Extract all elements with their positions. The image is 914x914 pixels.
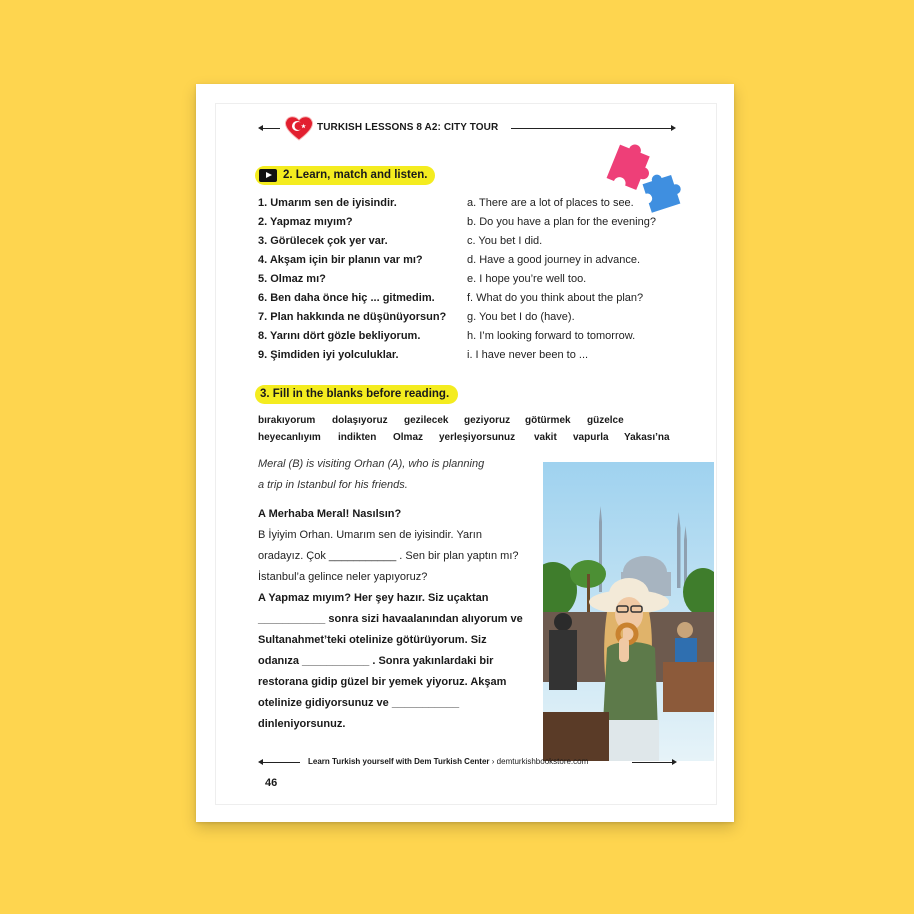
- match-answer: e. I hope you’re well too.: [467, 273, 587, 285]
- match-question: 1. Umarım sen de iyisindir.: [258, 197, 397, 209]
- section-2-heading: [255, 166, 435, 185]
- header-rule-left: [262, 128, 280, 129]
- match-question: 4. Akşam için bir planın var mı?: [258, 254, 423, 266]
- dialogue-line: Sultanahmet’teki otelinize götürüyorum. Siz: [258, 634, 487, 646]
- match-question: 9. Şimdiden iyi yolculuklar.: [258, 349, 399, 361]
- dialogue-line: B İyiyim Orhan. Umarım sen de iyisindir. Yarın: [258, 529, 482, 541]
- match-question: 6. Ben daha önce hiç ... gitmedim.: [258, 292, 435, 304]
- match-answer: d. Have a good journey in advance.: [467, 254, 641, 266]
- page-title: TURKISH LESSONS 8 A2: CITY TOUR: [317, 122, 499, 133]
- header-arrow-right-icon: [671, 125, 676, 131]
- dialogue-line: oradayız. Çok ___________ . Sen bir plan yaptın mı?: [258, 550, 519, 562]
- section-2-heading-text: 2. Learn, match and listen.: [283, 169, 428, 181]
- word-bank-item: dolaşıyoruz: [332, 415, 388, 426]
- match-question: 5. Olmaz mı?: [258, 273, 326, 285]
- word-bank-item: götürmek: [525, 415, 571, 426]
- dialogue-line: İstanbul’a gelince neler yapıyoruz?: [258, 571, 428, 583]
- match-answer: f. What do you think about the plan?: [467, 292, 644, 304]
- reading-intro-line: Meral (B) is visiting Orhan (A), who is planning: [258, 458, 485, 470]
- word-bank-item: geziyoruz: [464, 415, 511, 426]
- dialogue-line: otelinize gidiyorsunuz ve ___________: [258, 697, 460, 709]
- word-bank-item: Olmaz: [393, 432, 424, 443]
- turkish-flag-heart-icon: [284, 115, 314, 141]
- match-question: 2. Yapmaz mıyım?: [258, 216, 353, 228]
- match-question: 8. Yarını dört gözle bekliyorum.: [258, 330, 421, 342]
- match-answer: a. There are a lot of places to see.: [467, 197, 634, 209]
- match-question: 3. Görülecek çok yer var.: [258, 235, 388, 247]
- footer-rule-left: [262, 762, 300, 763]
- dialogue-line: A Yapmaz mıyım? Her şey hazır. Siz uçaktan: [258, 592, 489, 604]
- section-3-heading: [255, 385, 458, 404]
- istanbul-photo: [543, 462, 714, 761]
- dialogue-line: dinleniyorsunuz.: [258, 718, 346, 730]
- video-play-icon[interactable]: [259, 169, 277, 182]
- dialogue-line: ___________ sonra sizi havaalanından alıyorum ve: [258, 613, 523, 625]
- footer-credit: [308, 757, 588, 766]
- dialogue-line: A Merhaba Meral! Nasılsın?: [258, 508, 402, 520]
- word-bank-item: güzelce: [587, 415, 624, 426]
- header-rule-right: [511, 128, 671, 129]
- match-question: 7. Plan hakkında ne düşünüyorsun?: [258, 311, 447, 323]
- match-answer: b. Do you have a plan for the evening?: [467, 216, 656, 228]
- word-bank-item: vapurla: [573, 432, 609, 443]
- match-answer: g. You bet I do (have).: [467, 311, 575, 323]
- match-answer: i. I have never been to ...: [467, 349, 589, 361]
- word-bank-item: indikten: [338, 432, 377, 443]
- match-answer: h. I’m looking forward to tomorrow.: [467, 330, 636, 342]
- footer-website-link[interactable]: demturkishbookstore.com: [496, 757, 589, 766]
- word-bank-item: gezilecek: [404, 415, 449, 426]
- dialogue-line: restorana gidip güzel bir yemek yiyoruz. Akşam: [258, 676, 507, 688]
- page-number: 46: [265, 777, 278, 789]
- footer-rule-right: [632, 762, 672, 763]
- word-bank-item: yerleşiyorsunuz: [439, 432, 516, 443]
- word-bank-item: heyecanlıyım: [258, 432, 321, 443]
- footer-arrow-left-icon: [258, 759, 263, 765]
- footer-arrow-right-icon: [672, 759, 677, 765]
- footer-chevron-icon: ›: [491, 757, 495, 766]
- match-answer: c. You bet I did.: [467, 235, 543, 247]
- word-bank-item: vakit: [534, 432, 557, 443]
- section-3-heading-text: 3. Fill in the blanks before reading.: [260, 388, 450, 400]
- reading-intro-line: a trip in Istanbul for his friends.: [258, 479, 408, 491]
- word-bank-item: Yakası’na: [624, 432, 670, 443]
- footer-credit-bold: Learn Turkish yourself with Dem Turkish Center: [308, 757, 490, 766]
- word-bank-item: bırakıyorum: [258, 415, 316, 426]
- dialogue-line: odanıza ___________ . Sonra yakınlardaki bir: [258, 655, 494, 667]
